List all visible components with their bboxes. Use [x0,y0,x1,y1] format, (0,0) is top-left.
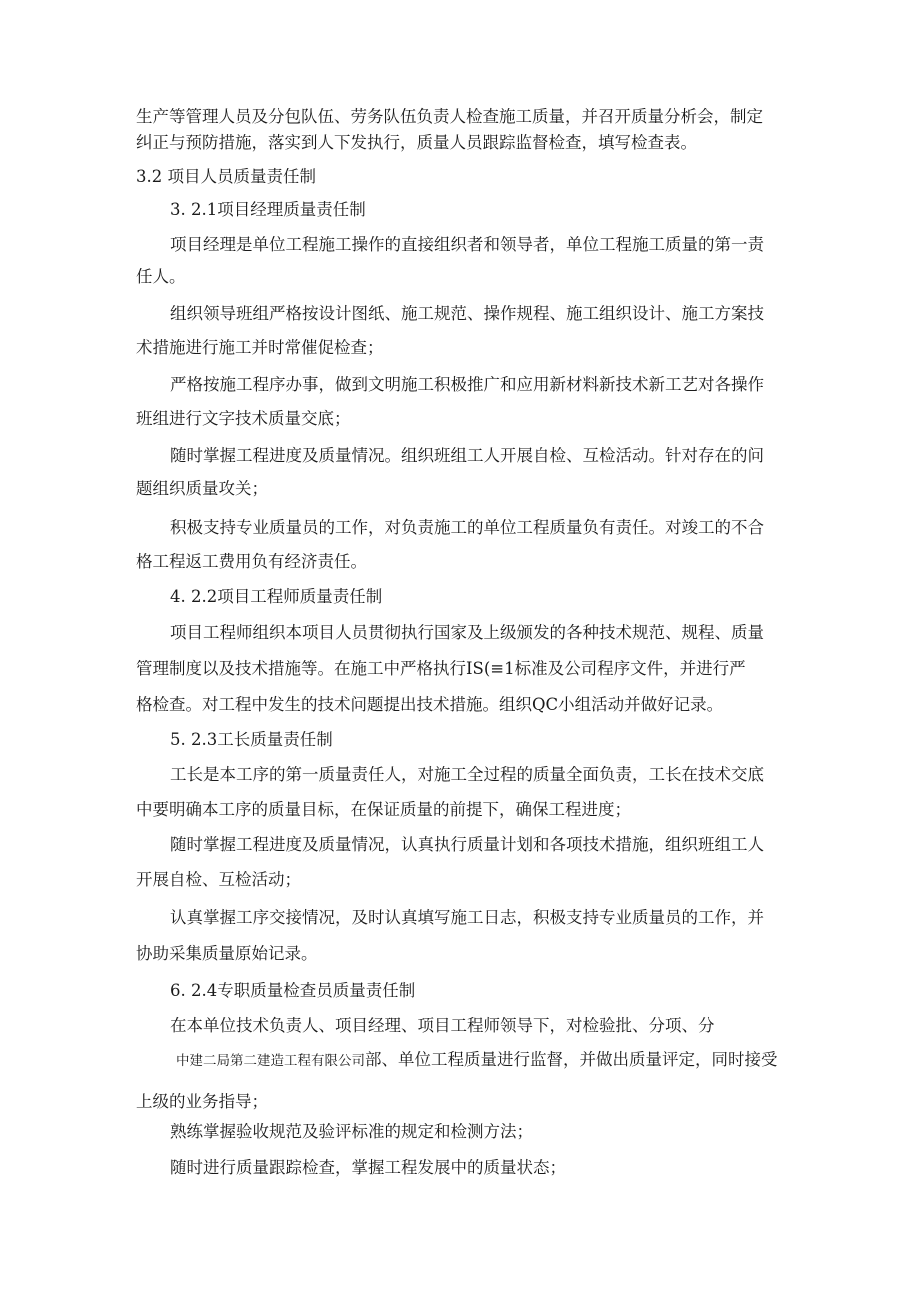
subsection-heading: 4. 2.2项目工程师质量责任制 [170,586,383,606]
text-line: 随时进行质量跟踪检查，掌握工程发展中的质量状态； [170,1157,566,1177]
text-line: 格检查。对工程中发生的技术问题提出技术措施。组织QC小组活动并做好记录。 [136,694,724,714]
text-line: 认真掌握工序交接情况，及时认真填写施工日志，积极支持专业质量员的工作，并 [170,907,764,927]
text-line: 在本单位技术负责人、项目经理、项目工程师领导下，对检验批、分项、分 [170,1015,715,1035]
text-line: 组织领导班组严格按设计图纸、施工规范、操作规程、施工组织设计、施工方案技 [170,303,764,323]
text-line: 熟练掌握验收规范及验评标准的规定和检测方法； [170,1121,533,1141]
text-line: 班组进行文字技术质量交底； [136,408,351,428]
text-line: 项目经理是单位工程施工操作的直接组织者和领导者，单位工程施工质量的第一责 [170,234,764,254]
section-heading: 3.2 项目人员质量责任制 [136,166,316,186]
text-line: 上级的业务指导； [136,1091,268,1111]
text-line: 开展自检、互检活动； [136,869,301,889]
subsection-heading: 6. 2.4专职质量检查员质量责任制 [170,980,416,1000]
text-line: 纠正与预防措施，落实到人下发执行，质量人员跟踪监督检查，填写检查表。 [136,132,697,152]
text-line: 中要明确本工序的质量目标，在保证质量的前提下，确保工程进度； [136,799,631,819]
text-line: 随时掌握工程进度及质量情况。组织班组工人开展自检、互检活动。针对存在的问 [170,445,764,465]
text-line: 积极支持专业质量员的工作，对负责施工的单位工程质量负有责任。对竣工的不合 [170,517,764,537]
text-line: 管理制度以及技术措施等。在施工中严格执行IS(≡1标准及公司程序文件，并进行严 [136,658,746,678]
subsection-heading: 5. 2.3工长质量责任制 [170,729,333,749]
text-line: 项目工程师组织本项目人员贯彻执行国家及上级颁发的各种技术规范、规程、质量 [170,622,764,642]
text-line: 任人。 [136,266,186,286]
footer-company: 中建二局第二建造工程有限公司 [176,1053,365,1069]
text-line: 严格按施工程序办事，做到文明施工积极推广和应用新材料新技术新工艺对各操作 [170,374,764,394]
text-line: 工长是本工序的第一质量责任人，对施工全过程的质量全面负责，工长在技术交底 [170,764,764,784]
text-fragment: 部、单位工程质量进行监督，并做出质量评定，同时接受 [365,1050,778,1069]
subsection-heading: 3. 2.1项目经理质量责任制 [170,199,366,219]
text-line-with-footer [176,1050,778,1071]
text-line: 题组织质量攻关； [136,478,268,498]
text-line: 协助采集质量原始记录。 [136,943,318,963]
text-line: 随时掌握工程进度及质量情况，认真执行质量计划和各项技术措施，组织班组工人 [170,834,764,854]
text-line: 生产等管理人员及分包队伍、劳务队伍负责人检查施工质量，并召开质量分析会，制定 [136,106,763,126]
text-line: 术措施进行施工并时常催促检查； [136,337,384,357]
text-line: 格工程返工费用负有经济责任。 [136,551,367,571]
